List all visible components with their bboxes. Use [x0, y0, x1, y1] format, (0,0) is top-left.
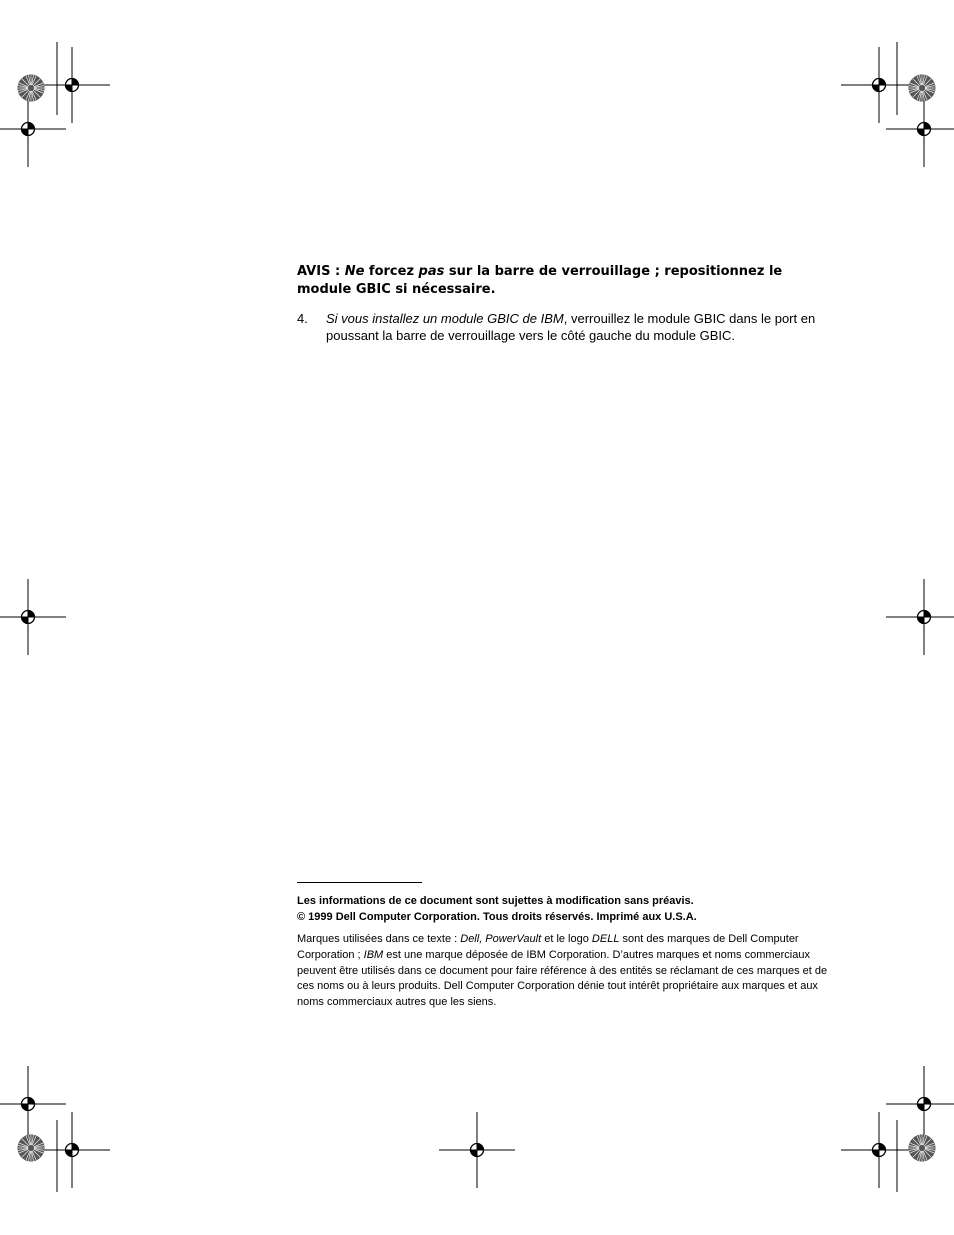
footnote-divider: [297, 882, 422, 883]
trademarks-text-1: Marques utilisées dans ce texte :: [297, 933, 461, 945]
notice-emphasis-pas: pas: [418, 264, 445, 279]
notice-avis: [297, 263, 837, 299]
step-text: , verrouillez le module GBIC dans le port en poussant la barre de verrouillage vers le côté gauche du module GBIC.: [326, 311, 816, 343]
notice-text-2: sur la barre de verrouillage ; repositionnez le module GBIC si nécessaire.: [297, 264, 783, 297]
trademarks-em-ibm: IBM: [363, 948, 384, 961]
trademarks-text-2: et le logo: [541, 933, 592, 945]
step-4: [297, 310, 837, 344]
notice-emphasis-ne: Ne: [344, 264, 365, 279]
notice-label: AVIS :: [297, 264, 345, 279]
trademarks-em-dell: Dell, PowerVault: [460, 933, 542, 945]
trademarks-text-4: est une marque déposée de IBM Corporation. D’autres marques et noms commerciaux peuvent être utilisés dans ce document pour faire référence à des entités se réclamant de ces marques et de ces noms ou à leurs produits. Dell Computer Corporation dénie tout intérêt propriétaire aux marques et aux noms commerciaux autres que les siens.: [297, 948, 828, 1009]
legal-line-2: © 1999 Dell Computer Corporation. Tous droits réservés. Imprimé aux U.S.A.: [297, 911, 697, 923]
legal-line-1: Les informations de ce document sont sujettes à modification sans préavis.: [297, 895, 694, 907]
trademarks-em-logo: DELL: [591, 933, 620, 945]
notice-text-1: forcez: [364, 264, 419, 279]
trademarks-text-3: sont des marques de Dell Computer Corporation ;: [297, 933, 799, 961]
step-number: 4.: [297, 311, 308, 326]
step-italic: Si vous installez un module GBIC de IBM: [326, 311, 564, 326]
trademarks-paragraph: [297, 932, 832, 1011]
step-body: [326, 310, 837, 344]
legal-notice: [297, 893, 837, 925]
